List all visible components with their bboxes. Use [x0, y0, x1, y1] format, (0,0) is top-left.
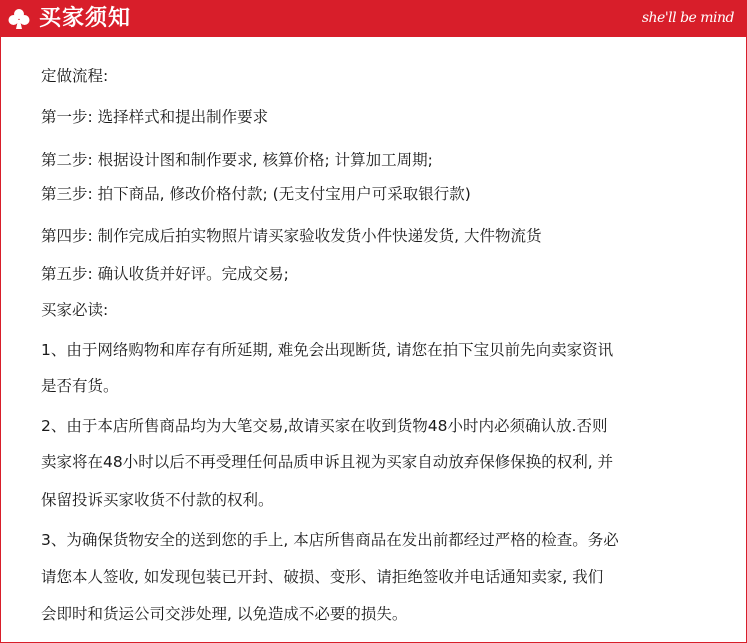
brand-slogan: she'll be mind	[641, 10, 734, 26]
notice-item-2-line-2: 卖家将在48小时以后不再受理任何品质申诉且视为买家自动放弃保修保换的权利, 并	[41, 453, 614, 471]
notice-content	[1, 37, 746, 642]
club-icon	[7, 7, 31, 31]
step-2: 第二步: 根据设计图和制作要求, 核算价格; 计算加工周期;	[41, 151, 433, 169]
step-4: 第四步: 制作完成后拍实物照片请买家验收发货小件快递发货, 大件物流货	[41, 227, 542, 245]
notice-item-2-line-1: 2、由于本店所售商品均为大笔交易,故请买家在收到货物48小时内必须确认放.否则	[41, 417, 608, 435]
step-1: 第一步: 选择样式和提出制作要求	[41, 108, 269, 126]
header-bar	[1, 1, 746, 37]
step-3: 第三步: 拍下商品, 修改价格付款; (无支付宝用户可采取银行款)	[41, 185, 471, 203]
process-heading: 定做流程:	[41, 67, 109, 85]
notice-item-3-line-1: 3、为确保货物安全的送到您的手上, 本店所售商品在发出前都经过严格的检查。务必	[41, 531, 619, 549]
notice-item-3-line-3: 会即时和货运公司交涉处理, 以免造成不必要的损失。	[41, 605, 408, 623]
step-5: 第五步: 确认收货并好评。完成交易;	[41, 265, 289, 283]
notice-heading: 买家必读:	[41, 301, 109, 319]
notice-item-1-line-2: 是否有货。	[41, 377, 119, 395]
notice-item-2-line-3: 保留投诉买家收货不付款的权利。	[41, 491, 274, 509]
notice-item-1-line-1: 1、由于网络购物和库存有所延期, 难免会出现断货, 请您在拍下宝贝前先向卖家资讯	[41, 341, 614, 359]
page-title: 买家须知	[39, 6, 132, 31]
notice-item-3-line-2: 请您本人签收, 如发现包装已开封、破损、变形、请拒绝签收并电话通知卖家, 我们	[41, 568, 604, 586]
